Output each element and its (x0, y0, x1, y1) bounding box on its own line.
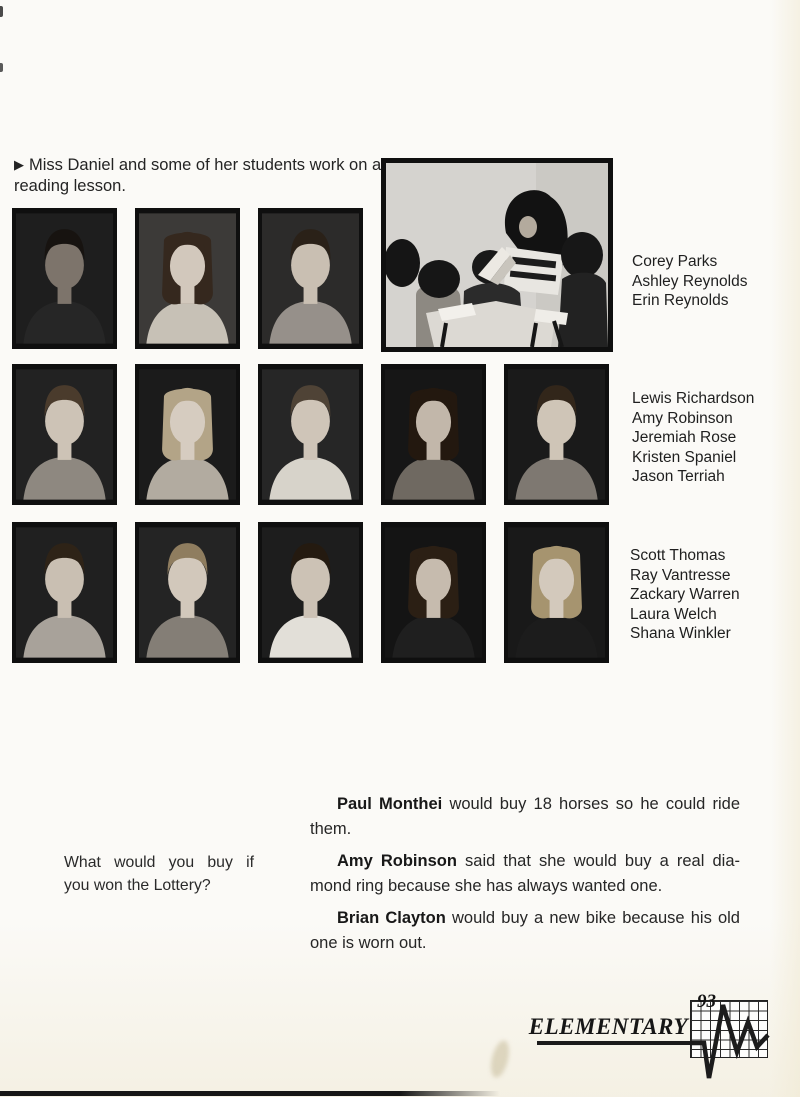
student-name: Lewis Richardson (632, 390, 755, 407)
scan-mark-artifact (0, 6, 3, 17)
answer-paragraph (310, 792, 740, 842)
answer-paragraph (310, 906, 740, 956)
classroom-photo-image (386, 163, 608, 347)
portrait-photo (258, 208, 363, 349)
portrait-photo (12, 522, 117, 663)
student-name: Laura Welch (630, 605, 717, 623)
portrait-photo (381, 522, 486, 663)
student-name: Jason Terriah (632, 468, 725, 485)
lottery-question (64, 851, 254, 897)
student-name: Scott Thomas (630, 547, 726, 564)
student-name: Erin Reynolds (632, 292, 729, 309)
portrait-photo (504, 364, 609, 505)
question-line: you won the Lottery? (64, 877, 211, 894)
answer-line: Amy Robinson said that she would buy a real dia- (337, 852, 740, 870)
answer-line: one is worn out. (310, 934, 427, 952)
student-name: Zackary Warren (630, 586, 740, 603)
scan-edge-artifact (0, 1091, 500, 1096)
student-name: Ashley Reynolds (632, 272, 748, 290)
student-name-bold: Brian Clayton (337, 909, 446, 927)
portrait-photo (504, 522, 609, 663)
classroom-photo (381, 158, 613, 352)
name-list-row-2 (632, 389, 754, 487)
portrait-photo (381, 364, 486, 505)
answer-line: mond ring because she has always wanted one. (310, 877, 663, 895)
portrait-photo (12, 208, 117, 349)
answer-paragraph (310, 849, 740, 899)
answer-line: them. (310, 820, 352, 838)
name-list-row-1 (632, 252, 747, 311)
caption-arrow-icon: ▶ (14, 157, 24, 172)
student-name: Corey Parks (632, 253, 718, 270)
answer-line: Paul Monthei would buy 18 horses so he could ride (337, 795, 741, 813)
portrait-photo (135, 522, 240, 663)
student-name: Jeremiah Rose (632, 429, 737, 446)
student-name-bold: Paul Monthei (337, 795, 443, 813)
scan-smudge-artifact (488, 1039, 513, 1080)
answer-line: Brian Clayton would buy a new bike because his old (337, 909, 740, 927)
portrait-photo (135, 364, 240, 505)
portrait-photo (135, 208, 240, 349)
name-list-row-3 (630, 546, 740, 644)
student-name: Kristen Spaniel (632, 448, 737, 466)
portrait-photo (12, 364, 117, 505)
photo-caption (14, 155, 386, 197)
student-name-bold: Amy Robinson (337, 852, 457, 870)
page-number: 93 (697, 991, 716, 1012)
caption-text: Miss Daniel and some of her students work on a reading lesson. (14, 156, 382, 195)
student-name: Ray Vantresse (630, 566, 731, 584)
student-name: Shana Winkler (630, 625, 731, 642)
lottery-answers (310, 792, 740, 963)
scan-mark-artifact (0, 63, 3, 72)
student-name: Amy Robinson (632, 409, 733, 427)
question-line: What would you buy if (64, 854, 254, 871)
portrait-photo (258, 364, 363, 505)
section-title: ELEMENTARY (528, 1014, 688, 1039)
footer-rule (537, 1041, 704, 1045)
portrait-photo (258, 522, 363, 663)
